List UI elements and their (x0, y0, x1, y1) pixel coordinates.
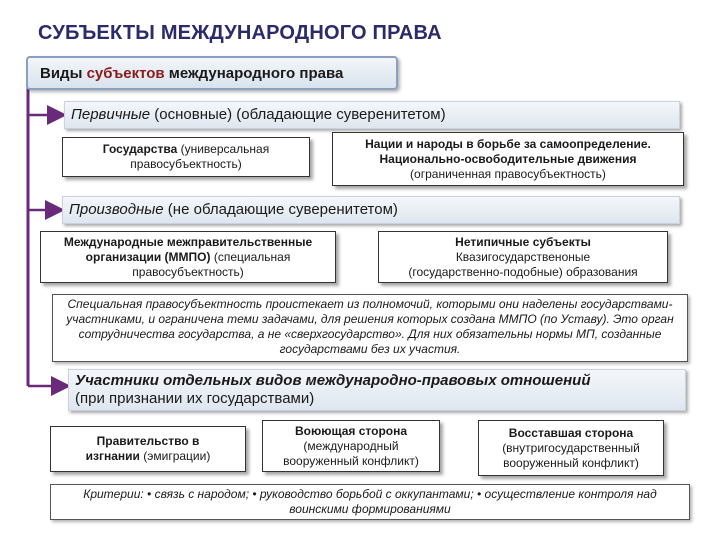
belligerent-line3: вооруженный конфликт) (283, 453, 419, 468)
participants-band (68, 369, 686, 411)
igo-line3: правосубъектность) (132, 264, 244, 279)
atypical-box (378, 231, 668, 283)
nations-box (332, 132, 684, 186)
nations-line3: (ограниченная правосубъектность) (410, 166, 606, 181)
exile-line2a: изгнании (85, 449, 140, 463)
atypical-line1: Нетипичные субъекты (455, 234, 591, 249)
header-suffix: международного права (164, 65, 344, 82)
insurgent-line2: (внутригосударственный (502, 440, 640, 455)
exile-line2b: (эмиграции) (139, 449, 211, 463)
states-bold: Государства (102, 142, 178, 156)
belligerent-line1: Воюющая сторона (294, 423, 408, 438)
nations-line1: Нации и народы в борьбе за самоопределение. (365, 136, 651, 151)
insurgent-box (478, 420, 664, 476)
igo-line2b: (специальная (210, 249, 291, 264)
primary-band (64, 101, 680, 129)
belligerent-box (262, 420, 440, 472)
igo-box (40, 231, 336, 283)
nations-line2: Национально-освободительные движения (379, 151, 637, 166)
belligerent-line2: (международный (303, 438, 399, 453)
special-capacity-note: Специальная правосубъектность проистекает из полномочий, которыми они наделены государствами-участниками, и ограничена теми задачами, для решения которых создана ММПО (по Уставу). Это орган сотрудничества государства, а не «сверхгосударство». Для них обязательны нормы МП, созданные государствами без их участия. (52, 294, 688, 362)
igo-line2a: организации (ММПО) (85, 249, 211, 264)
participants-sub: (при признании их государствами) (75, 390, 315, 407)
derived-band (62, 196, 680, 224)
primary-label: Первичные (71, 106, 151, 123)
exile-line1: Правительство в (96, 434, 200, 448)
derived-label: Производные (69, 201, 164, 218)
primary-rest: (основные) (обладающие суверенитетом) (150, 106, 446, 123)
types-header (26, 56, 398, 90)
insurgent-line1: Восставшая сторона (508, 425, 634, 440)
insurgent-line3: вооруженный конфликт) (503, 455, 639, 470)
exile-box (50, 426, 246, 472)
derived-rest: (не обладающие суверенитетом) (163, 201, 398, 218)
states-box (62, 137, 310, 177)
states-rest2: правосубъектность) (130, 157, 242, 171)
criteria-note: Критерии: • связь с народом; • руководство борьбой с оккупантами; • осуществление контроля над воинскими формированиями (50, 484, 690, 520)
header-prefix: Виды (40, 65, 87, 82)
page-title: СУБЪЕКТЫ МЕЖДУНАРОДНОГО ПРАВА (38, 22, 442, 44)
states-rest1: (универсальная (177, 142, 270, 156)
header-word: субъектов (86, 65, 165, 82)
igo-line1: Международные межправительственные (63, 234, 313, 249)
participants-label: Участники отдельных видов международно-правовых отношений (75, 372, 591, 389)
atypical-line2: Квазигосударственоные (455, 249, 591, 264)
atypical-line3: (государственно-подобные) образования (408, 264, 638, 279)
